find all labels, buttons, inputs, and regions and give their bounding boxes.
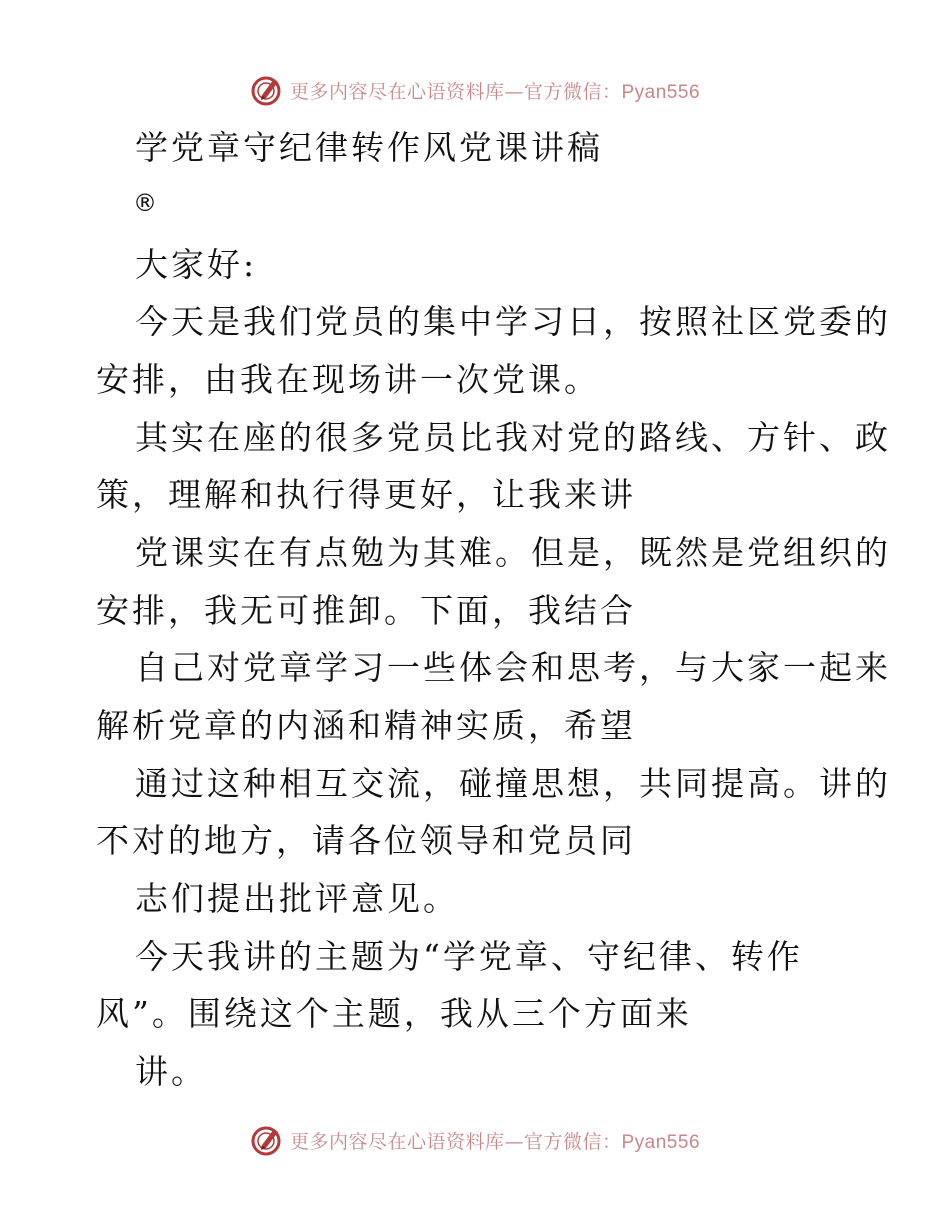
document-title: 学党章守纪律转作风党课讲稿 xyxy=(135,128,603,167)
paragraph-line: 讲。 xyxy=(135,1052,207,1091)
paragraph-line: 今天是我们党员的集中学习日，按照社区党委的 xyxy=(135,302,891,341)
paragraph-line: 风”。围绕这个主题，我从三个方面来 xyxy=(96,994,692,1033)
banner-text: 更多内容尽在心语资料库—官方微信： xyxy=(289,80,622,103)
paragraph-line: 自己对党章学习一些体会和思考，与大家一起来 xyxy=(135,648,891,687)
paragraph-line: 不对的地方，请各位领导和党员同 xyxy=(96,821,636,860)
banner-text: 更多内容尽在心语资料库—官方微信： xyxy=(289,1130,622,1153)
paragraph-line: 安排，由我在现场讲一次党课。 xyxy=(96,360,600,399)
paragraph-line: 志们提出批评意见。 xyxy=(135,879,459,918)
paragraph-line: 策，理解和执行得更好，让我来讲 xyxy=(96,475,636,514)
paragraph-line: 安排，我无可推卸。下面，我结合 xyxy=(96,591,636,630)
paragraph-line: 解析党章的内涵和精神实质，希望 xyxy=(96,706,636,745)
footer-watermark-banner xyxy=(0,1120,950,1160)
paragraph-line: 党课实在有点勉为其难。但是，既然是党组织的 xyxy=(135,533,891,572)
paragraph-line: 其实在座的很多党员比我对党的路线、方针、政 xyxy=(135,418,891,457)
paragraph-line: 通过这种相互交流，碰撞思想，共同提高。讲的 xyxy=(135,764,891,803)
registered-symbol: ® xyxy=(133,189,157,217)
banner-wechat-id: Pyan556 xyxy=(621,1131,701,1153)
paragraph-line: 今天我讲的主题为“学党章、守纪律、转作 xyxy=(135,937,803,976)
pen-nib-circle-icon xyxy=(250,1123,284,1157)
paragraph-line: 大家好: xyxy=(135,245,258,284)
banner-wechat-id: Pyan556 xyxy=(621,81,701,103)
